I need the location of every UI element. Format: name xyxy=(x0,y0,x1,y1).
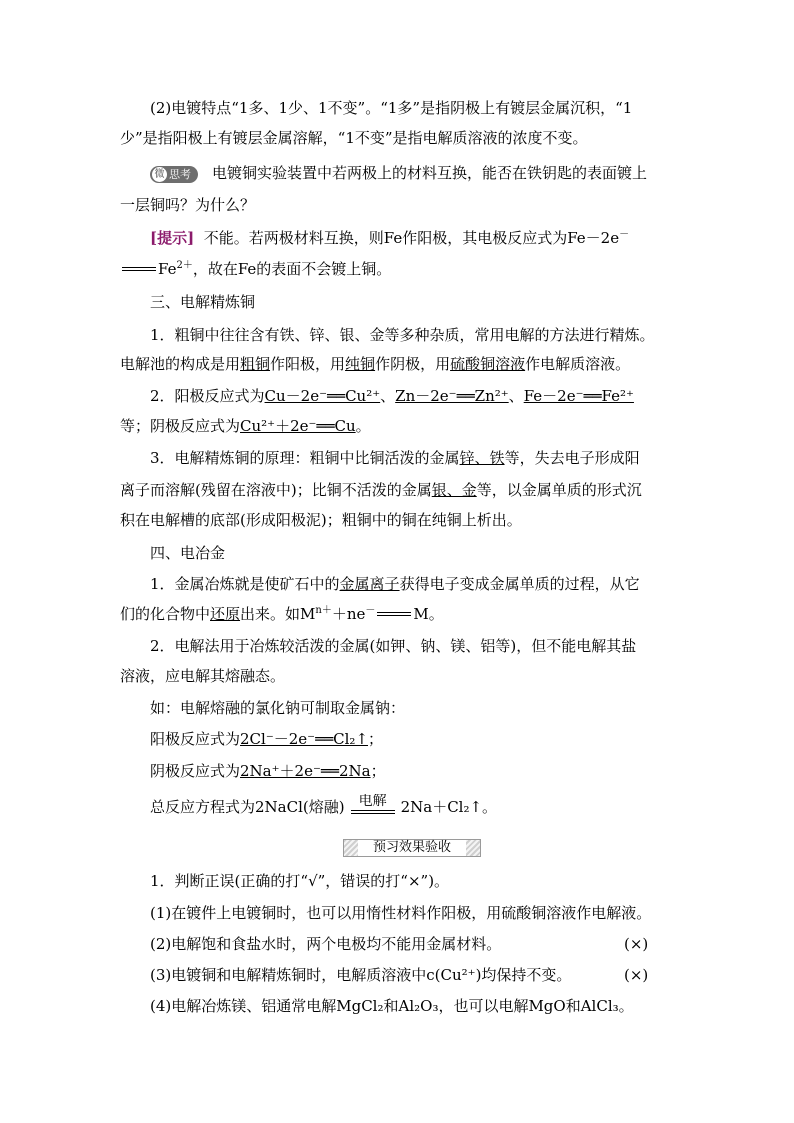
hint-label: [提示] xyxy=(150,229,195,247)
text-d: 作电解质溶液。 xyxy=(525,355,631,373)
active-metals: 锌、铁 xyxy=(459,449,505,467)
anode-material: 粗铜 xyxy=(240,355,271,373)
metallurgy-p1-line-1 xyxy=(150,574,680,594)
anode-eq: 2Cl⁻－2e⁻══Cl₂↑ xyxy=(240,730,369,748)
text-c: 作阴极，用 xyxy=(375,355,451,373)
hint-fe: Fe xyxy=(158,260,177,278)
plating-feature-line-2: 少”是指阳极上有镀层金属溶解，“1不变”是指电解质溶液的浓度不变。 xyxy=(120,129,588,147)
plating-feature-line-1: (2)电镀特点“1多、1少、1不变”。“1多”是指阴极上有镀层金属沉积，“1 xyxy=(150,99,633,117)
think-question-line-1 xyxy=(150,163,680,183)
judge-item-2: (2)电解饱和食盐水时，两个电极均不能用金属材料。 xyxy=(150,935,502,953)
m1-sup-2: － xyxy=(365,605,376,616)
metal-ions: 金属离子 xyxy=(339,575,400,593)
refining-p3-line-3: 积在电解槽的底部(形成阳极泥)；粗铜中的铜在纯铜上析出。 xyxy=(120,511,522,529)
p2-prefix: 2．阳极反应式为 xyxy=(150,387,265,405)
anode-label: 阳极反应式为 xyxy=(150,730,241,748)
p2-text-b: 。 xyxy=(355,417,371,435)
m1-text-b: 获得电子变成金属单质的过程，从它 xyxy=(399,575,640,593)
electrolysis-condition xyxy=(351,794,395,820)
section-title-bar xyxy=(343,839,481,857)
metallurgy-p2-line-1: 2．电解法用于冶炼较活泼的金属(如钾、钠、镁、铝等)，但不能电解其盐 xyxy=(150,637,637,655)
p2-text-a: 等；阴极反应式为 xyxy=(120,417,241,435)
p3-text-c: 离子而溶解(残留在溶液中)；比铜不活泼的金属 xyxy=(120,481,432,499)
refining-heading: 三、电解精炼铜 xyxy=(150,293,256,311)
metallurgy-example: 如：电解熔融的氯化钠可制取金属钠： xyxy=(150,699,406,717)
think-badge xyxy=(150,166,198,183)
section-title: 预习效果验收 xyxy=(358,840,466,856)
judge-item-3: (3)电镀铜和电解精炼铜时，电解质溶液中c(Cu²⁺)均保持不变。 xyxy=(150,966,572,984)
reduction: 还原 xyxy=(210,605,241,623)
m1-text-c: 们的化合物中 xyxy=(120,605,211,623)
cathode-material: 纯铜 xyxy=(345,355,376,373)
think-question-line-2: 一层铜吗？为什么？ xyxy=(120,196,256,214)
cathode-reaction-line xyxy=(150,761,680,781)
text-b: 作阳极，用 xyxy=(270,355,346,373)
p3-text-d: 等，以金属单质的形式沉 xyxy=(476,481,642,499)
refining-p2-line-1 xyxy=(150,386,680,406)
judge-mark-3: (×) xyxy=(624,966,649,984)
m1-text-f: M。 xyxy=(413,605,444,623)
sep-1: 、 xyxy=(380,387,396,405)
hint-text-2: ，故在Fe的表面不会镀上铜。 xyxy=(192,260,392,278)
anode-eq-fe: Fe－2e⁻══Fe²⁺ xyxy=(523,387,634,405)
question-1: 1．判断正误(正确的打“√”，错误的打“×”)。 xyxy=(150,872,450,890)
electrolyte: 硫酸铜溶液 xyxy=(450,355,526,373)
refining-p1-line-1: 1．粗铜中往往含有铁、锌、银、金等多种杂质，常用电解的方法进行精炼。 xyxy=(150,326,655,344)
think-question-text: 电镀铜实验装置中若两极上的材料互换，能否在铁钥匙的表面镀上 xyxy=(212,164,648,182)
m1-sup-1: n＋ xyxy=(315,605,332,616)
metallurgy-heading: 四、电冶金 xyxy=(150,544,226,562)
total-products: 2Na＋Cl₂↑。 xyxy=(400,798,498,816)
judge-item-4: (4)电解冶炼镁、铝通常电解MgCl₂和Al₂O₃，也可以电解MgO和AlCl₃。 xyxy=(150,997,634,1015)
m1-text-a: 1．金属冶炼就是使矿石中的 xyxy=(150,575,340,593)
hint-line-2 xyxy=(120,259,680,279)
equals-sign xyxy=(120,259,158,279)
hint-sup-1: － xyxy=(619,229,630,240)
anode-reaction-line xyxy=(150,729,680,749)
hint-text-1: 不能。若两极材料互换，则Fe作阳极，其电极反应式为Fe－2e xyxy=(203,229,620,247)
text-a: 电解池的构成是用 xyxy=(120,355,241,373)
refining-p2-line-2 xyxy=(120,416,680,436)
m1-text-d: 出来。如M xyxy=(240,605,316,623)
total-label: 总反应方程式为2NaCl(熔融) xyxy=(150,798,345,816)
refining-p3-line-1 xyxy=(150,448,680,468)
equals-sign xyxy=(375,604,413,624)
inactive-metals: 银、金 xyxy=(431,481,477,499)
think-badge-label: 思考 xyxy=(169,167,191,181)
refining-p3-line-2 xyxy=(120,480,680,500)
sep-2: 、 xyxy=(508,387,524,405)
cathode-eq: Cu²⁺＋2e⁻══Cu xyxy=(240,417,356,435)
anode-end: ； xyxy=(368,730,384,748)
total-reaction-line xyxy=(150,794,680,820)
refining-p1-line-2 xyxy=(120,354,680,374)
cathode-label: 阴极反应式为 xyxy=(150,762,241,780)
metallurgy-p2-line-2: 溶液，应电解其熔融态。 xyxy=(120,667,286,685)
p3-text-b: 等，失去电子形成阳 xyxy=(504,449,640,467)
judge-item-1: (1)在镀件上电镀铜时，也可以用惰性材料作阳极，用硫酸铜溶液作电解液。 xyxy=(150,904,652,922)
judge-mark-2: (×) xyxy=(624,935,649,953)
p3-text-a: 3．电解精炼铜的原理：粗铜中比铜活泼的金属 xyxy=(150,449,460,467)
anode-eq-cu: Cu－2e⁻══Cu²⁺ xyxy=(264,387,381,405)
metallurgy-p1-line-2 xyxy=(120,604,680,624)
hint-sup-2: 2＋ xyxy=(176,260,193,271)
cathode-eq: 2Na⁺＋2e⁻══2Na xyxy=(240,762,371,780)
cathode-end: ； xyxy=(370,762,386,780)
m1-text-e: ＋ne xyxy=(331,605,366,623)
hint-line-1 xyxy=(150,228,680,248)
micro-icon: 微 xyxy=(152,167,167,182)
anode-eq-zn: Zn－2e⁻══Zn²⁺ xyxy=(395,387,509,405)
condition-text: 电解 xyxy=(358,794,387,809)
